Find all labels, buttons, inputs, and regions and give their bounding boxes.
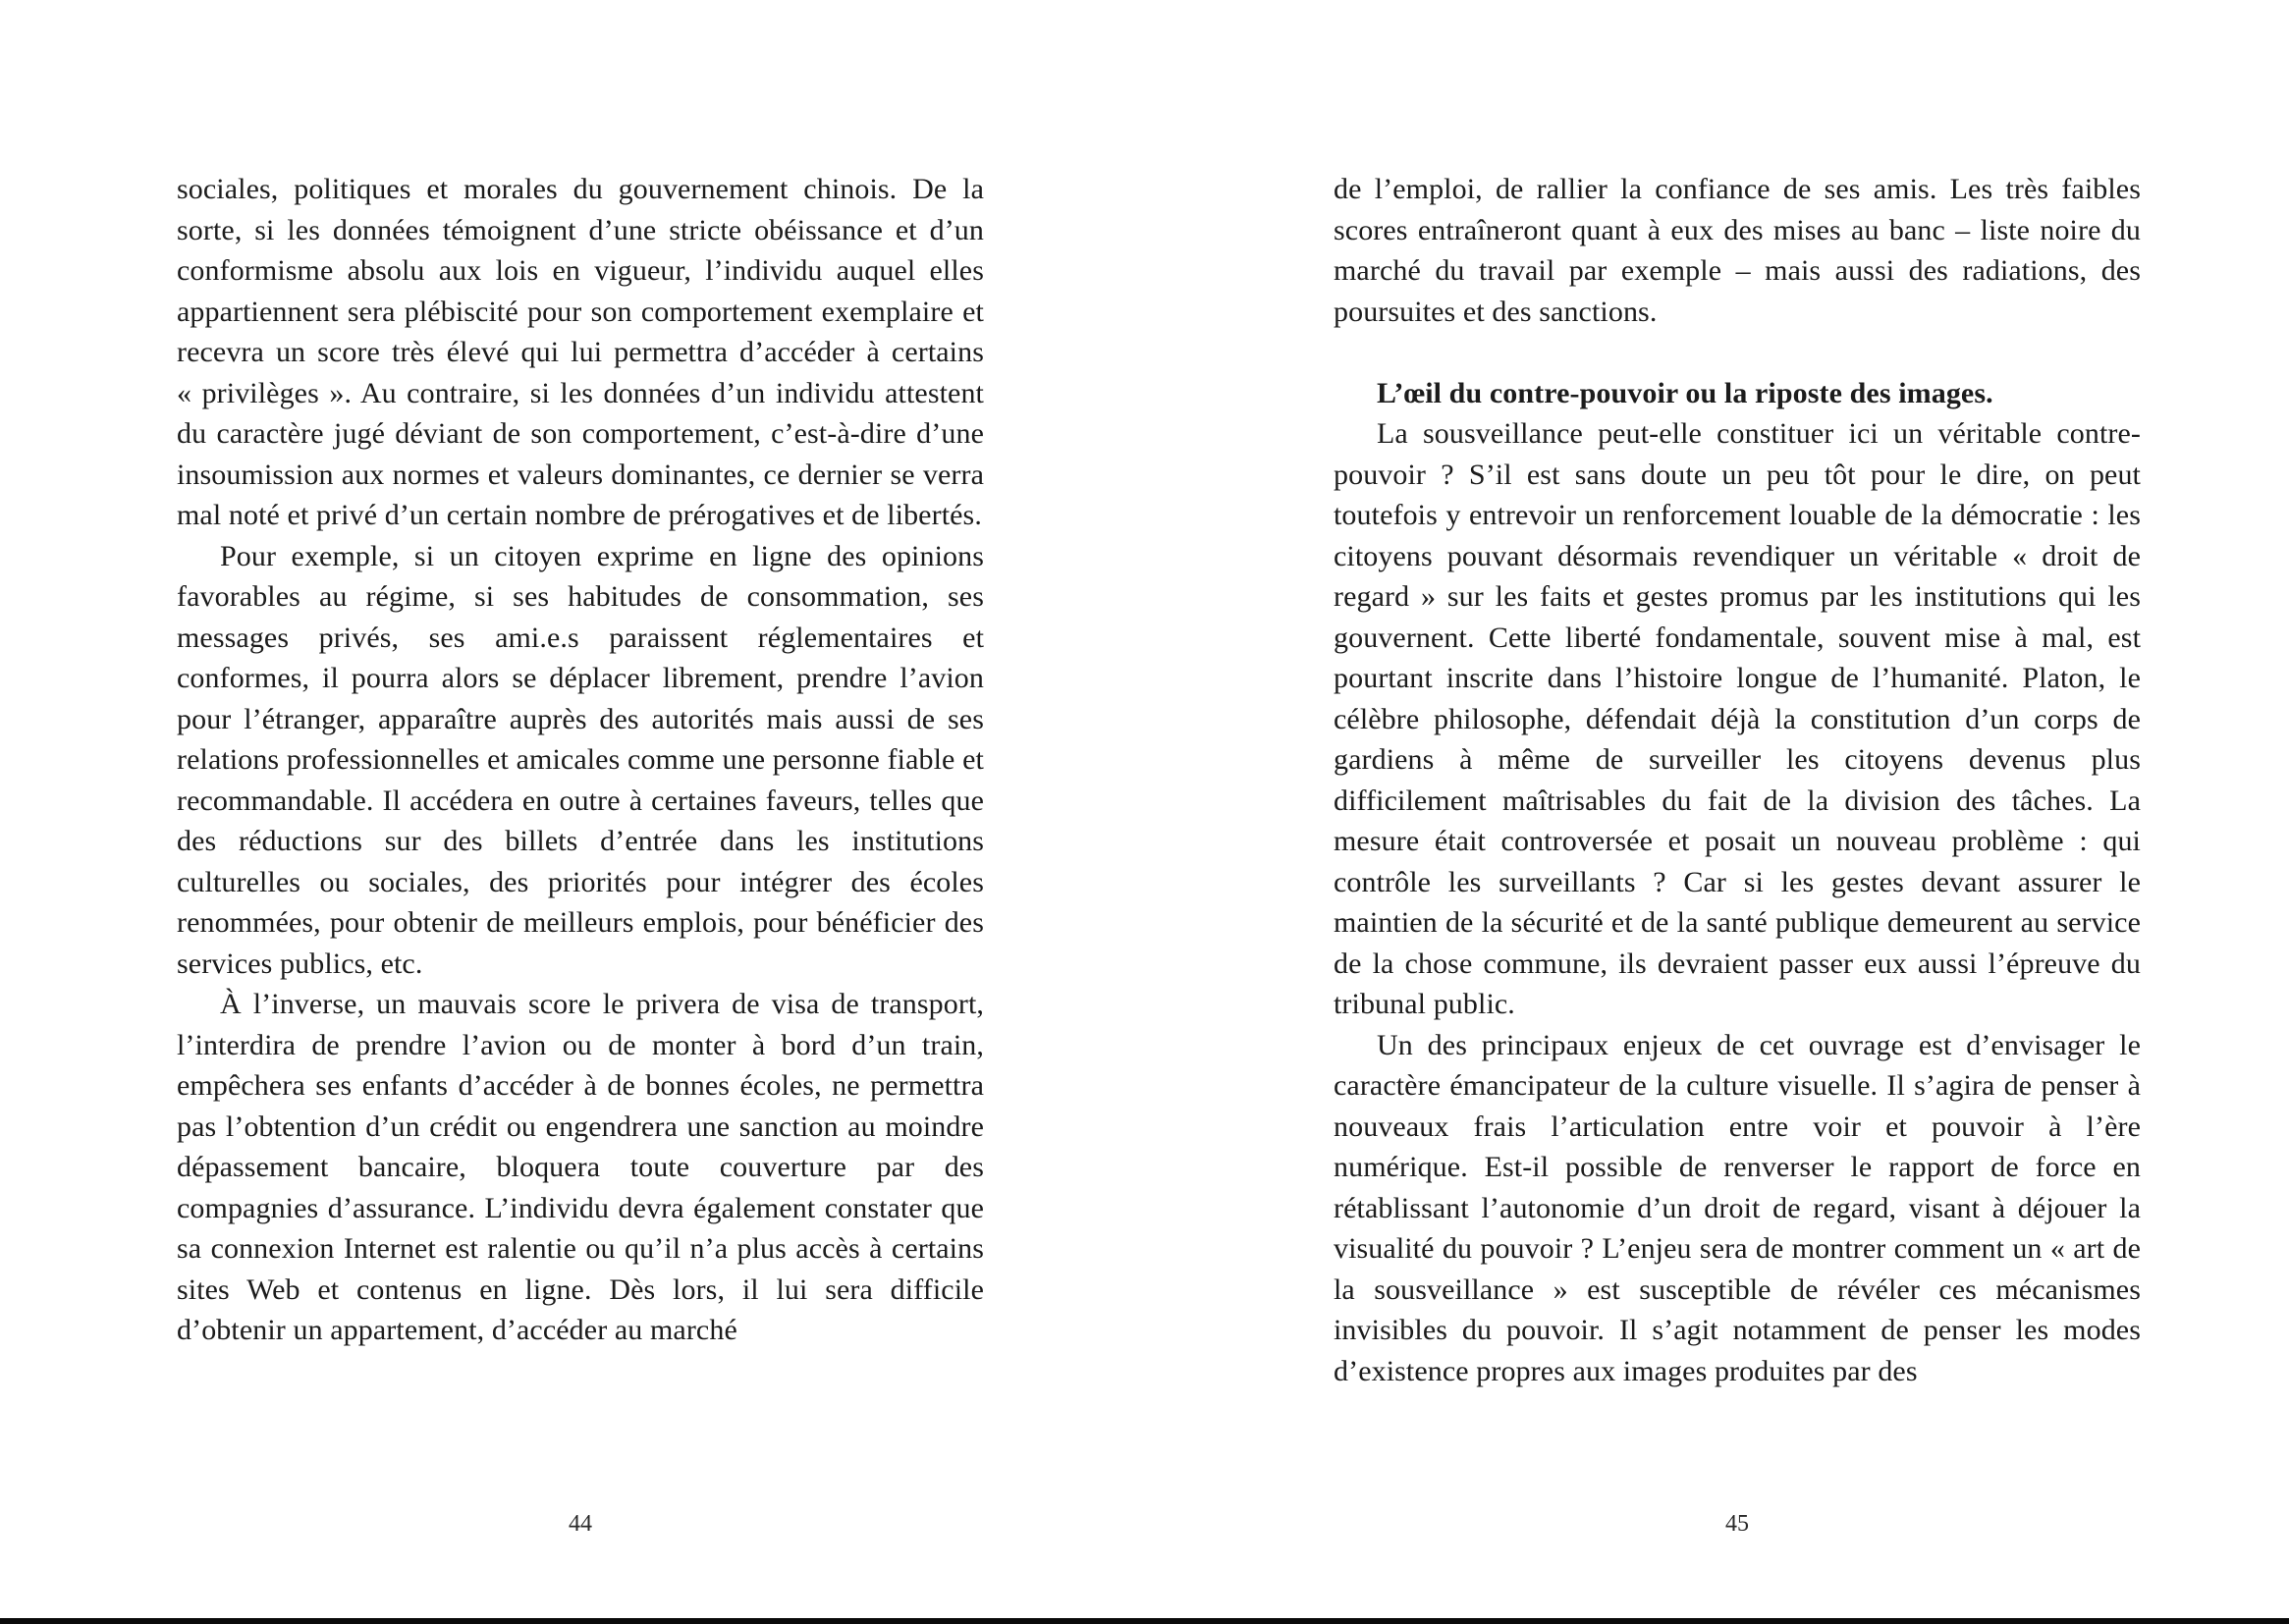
paragraph: Un des principaux enjeux de cet ouvrage est d’envisager le caractère émancipateur de la culture visuelle. Il s’agira de penser à nouveaux frais l’articulation entre voir et pouvoir à l’ère numérique. Est-il possible de renverser le rapport de force en rétablissant l’autonomie d’un droit de regard, visant à déjouer la visualité du pouvoir ? L’enjeu sera de montrer comment un « art de la sousveillance » est susceptible de révéler ces mécanismes invisibles du pouvoir. Il s’agit notamment de penser les modes d’existence propres aux images produites par des xyxy=(1334,1028,2141,1387)
page-right-text-column xyxy=(1334,169,2141,1391)
section-heading: L’œil du contre-pouvoir ou la riposte des images. xyxy=(1377,376,1993,409)
paragraph: de l’emploi, de rallier la confiance de ses amis. Les très faibles scores entraîneront quant à eux des mises au banc – liste noire du marché du travail par exemple – mais aussi des radiations, des poursuites et des sanctions. xyxy=(1334,173,2141,328)
paragraph: La sousveillance peut-elle constituer ici un véritable contre-pouvoir ? S’il est sans doute un peu tôt pour le dire, on peut toutefois y entrevoir un renforcement louable de la démocratie : les citoyens pouvant désormais revendiquer un véritable « droit de regard » sur les faits et gestes promus par les institutions qui les gouvernent. Cette liberté fondamentale, souvent mise à mal, est pourtant inscrite dans l’histoire longue de l’humanité. Platon, le célèbre philosophe, défendait déjà la constitution d’un corps de gardiens à même de surveiller les citoyens devenus plus difficilement maîtrisables du fait de la division des tâches. La mesure était controversée et posait un nouveau problème : qui contrôle les surveillants ? Car si les gestes devant assurer le maintien de la sécurité et de la santé publique demeurent au service de la chose commune, ils devraient passer eux aussi l’épreuve du tribunal public. xyxy=(1334,417,2141,1020)
page-number-left: 44 xyxy=(569,1511,592,1537)
paragraph: À l’inverse, un mauvais score le privera de visa de transport, l’interdira de prendre l’avion ou de monter à bord d’un train, empêchera ses enfants d’accéder à de bonnes écoles, ne permettra pas l’obtention d’un crédit ou engendrera une sanction au moindre dépassement bancaire, bloquera toute couverture par des compagnies d’assurance. L’individu devra également constater que sa connexion Internet est ralentie ou qu’il n’a plus accès à certains sites Web et contenus en ligne. Dès lors, il lui sera difficile d’obtenir un appartement, d’accéder au marché xyxy=(177,988,984,1346)
page-number-right: 45 xyxy=(1725,1511,1749,1537)
screenshot-bottom-edge xyxy=(0,1618,2289,1624)
paragraph: Pour exemple, si un citoyen exprime en ligne des opinions favorables au régime, si ses habitudes de consommation, ses messages privés, ses ami.e.s paraissent réglementaires et conformes, il pourra alors se déplacer librement, prendre l’avion pour l’étranger, apparaître auprès des autorités mais aussi de ses relations professionnelles et amicales comme une personne fiable et recommandable. Il accédera en outre à certaines faveurs, telles que des réductions sur des billets d’entrée dans les institutions culturelles ou sociales, des priorités pour intégrer des écoles renommées, pour obtenir de meilleurs emplois, pour bénéficier des services publics, etc. xyxy=(177,539,984,980)
page-left-text-column xyxy=(177,169,984,1351)
paragraph: sociales, politiques et morales du gouvernement chinois. De la sorte, si les données témoignent d’une stricte obéissance et d’un conformisme absolu aux lois en vigueur, l’individu auquel elles appartiennent sera plébiscité pour son comportement exemplaire et recevra un score très élevé qui lui permettra d’accéder à certains « privilèges ». Au contraire, si les données d’un individu attestent du caractère jugé déviant de son comportement, c’est-à-dire d’une insoumission aux normes et valeurs dominantes, ce dernier se verra mal noté et privé d’un certain nombre de prérogatives et de libertés. xyxy=(177,173,984,531)
